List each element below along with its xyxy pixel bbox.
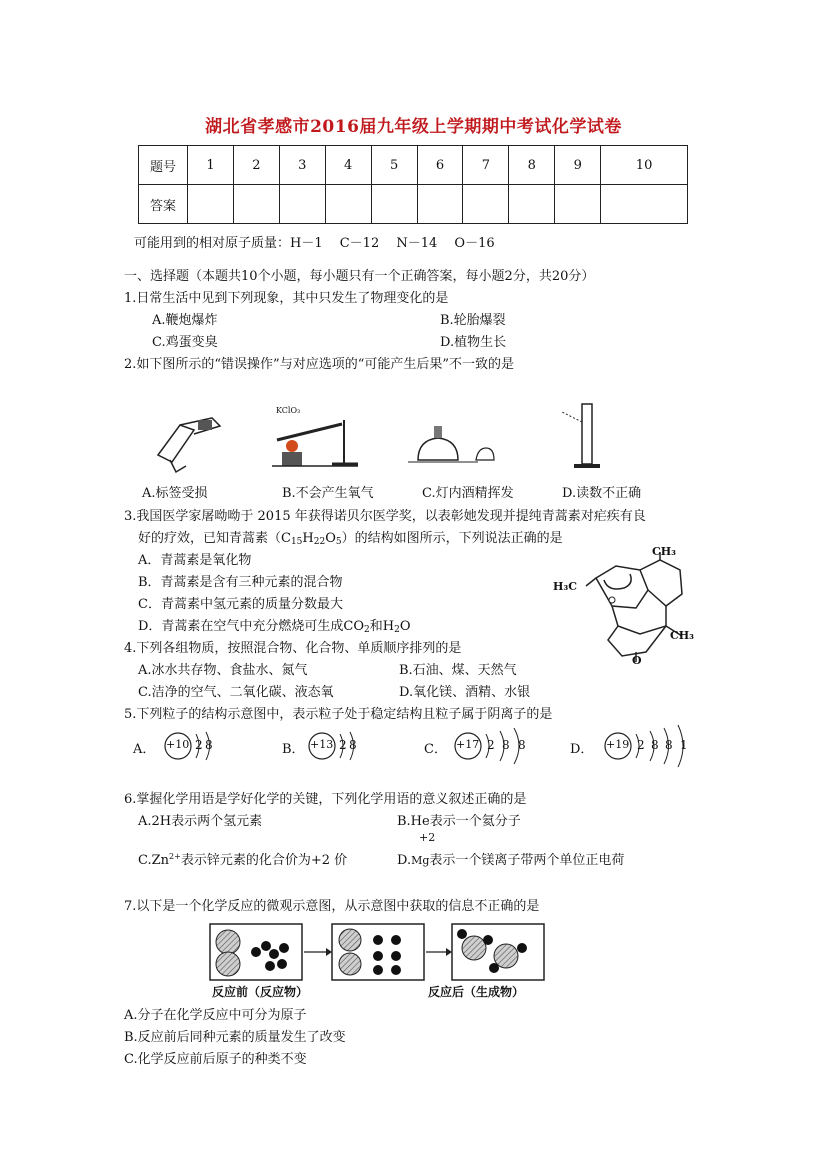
q5-stem: 5.下列粒子的结构示意图中，表示粒子处于稳定结构且粒子属于阴离子的是 xyxy=(124,707,553,722)
answer-cell[interactable] xyxy=(555,185,601,224)
atom-d-electron: 8 xyxy=(665,738,673,752)
q6-option-a: A.2H表示两个氢元素 xyxy=(138,814,263,829)
q1-stem: 1.日常生活中见到下列现象，其中只发生了物理变化的是 xyxy=(124,291,449,306)
q3-option-d xyxy=(138,615,411,635)
q6-c-text: C.Zn xyxy=(138,853,170,868)
h3c-label: H₃C xyxy=(553,580,577,593)
q1-option-b: B.轮胎爆裂 xyxy=(440,313,506,328)
q3-text: ）的结构如图所示，下列说法正确的是 xyxy=(341,531,563,546)
table-cell: 6 xyxy=(417,146,463,185)
answer-cell[interactable] xyxy=(371,185,417,224)
q2-option-c: C.灯内酒精挥发 xyxy=(422,486,514,501)
atom-d-electron: 2 xyxy=(637,738,645,752)
ch3-top-label: CH₃ xyxy=(652,545,676,558)
section-heading: 一、选择题（本题共10个小题，每小题只有一个正确答案，每小题2分，共20分） xyxy=(124,269,595,284)
q6-stem: 6.掌握化学用语是学好化学的关键，下列化学用语的意义叙述正确的是 xyxy=(124,792,527,807)
q7-option-a: A.分子在化学反应中可分为原子 xyxy=(124,1008,307,1023)
q2-image-pouring xyxy=(150,410,230,475)
q2-image-heating xyxy=(272,412,362,472)
answer-cell[interactable] xyxy=(463,185,509,224)
q2-stem: 2.如下图所示的“错误操作”与对应选项的“可能产生后果”不一致的是 xyxy=(124,357,514,372)
q3-option-b: B．青蒿素是含有三种元素的混合物 xyxy=(138,575,343,590)
q2-kclo3-label: KClO₃ xyxy=(276,406,301,415)
atom-c-nucleus: +17 xyxy=(456,738,480,751)
q3-stem-line2 xyxy=(138,527,563,547)
atom-c-electron: 8 xyxy=(502,738,510,752)
q7-stem: 7.以下是一个化学反应的微观示意图，从示意图中获取的信息不正确的是 xyxy=(124,899,540,914)
atom-d-nucleus: +19 xyxy=(606,738,630,751)
q2-image-lamp xyxy=(408,420,498,470)
reaction-micro-diagram xyxy=(208,920,548,986)
atom-b-nucleus: +13 xyxy=(310,738,334,751)
q3-sub: 15 xyxy=(290,537,303,547)
q6-d-mg: Mg xyxy=(411,854,430,867)
table-cell: 7 xyxy=(463,146,509,185)
q2-image-cylinder xyxy=(560,402,610,472)
q1-option-d: D.植物生长 xyxy=(440,335,507,350)
q4-option-a: A.冰水共存物、食盐水、氮气 xyxy=(138,663,308,678)
q3-d-sub: 2 xyxy=(394,625,400,635)
q6-option-c xyxy=(138,849,347,868)
table-header-number: 题号 xyxy=(139,146,188,185)
atom-c-electron: 8 xyxy=(518,738,526,752)
q5-label-d: D． xyxy=(570,742,594,757)
table-cell: 5 xyxy=(371,146,417,185)
atom-a-electron: 2 xyxy=(195,738,203,752)
q2-option-d: D.读数不正确 xyxy=(562,486,642,501)
q5-label-a: A． xyxy=(133,742,156,757)
q4-stem: 4.下列各组物质，按照混合物、化合物、单质顺序排列的是 xyxy=(124,641,462,656)
q4-option-c: C.洁净的空气、二氧化碳、液态氧 xyxy=(138,685,334,700)
q1-option-c: C.鸡蛋变臭 xyxy=(152,335,218,350)
q3-sub: 5 xyxy=(335,537,342,547)
q5-label-b: B． xyxy=(282,742,305,757)
table-cell: 8 xyxy=(509,146,555,185)
q3-d-text: O xyxy=(399,619,411,634)
atom-c-electron: 2 xyxy=(487,738,495,752)
q6-d-label: D. xyxy=(397,853,412,868)
o-bottom-label: O xyxy=(632,654,642,667)
table-row xyxy=(139,185,688,224)
q2-option-b: B.不会产生氧气 xyxy=(282,486,374,501)
answer-cell[interactable] xyxy=(509,185,555,224)
q5-label-c: C． xyxy=(424,742,447,757)
q3-d-text: D．青蒿素在空气中充分燃烧可生成CO xyxy=(138,619,365,634)
answer-cell[interactable] xyxy=(188,185,234,224)
page-title: 湖北省孝感市2016届九年级上学期期中考试化学试卷 xyxy=(205,117,622,137)
q3-option-a: A．青蒿素是氧化物 xyxy=(138,553,252,568)
answer-cell[interactable] xyxy=(601,185,688,224)
q6-option-b: B.He表示一个氦分子 xyxy=(397,814,521,829)
q3-d-sub: 2 xyxy=(364,625,370,635)
reaction-before-caption: 反应前（反应物） xyxy=(212,985,309,999)
q3-text: H xyxy=(302,531,314,546)
q4-option-d: D.氧化镁、酒精、水银 xyxy=(399,685,531,700)
ch3-right-label: CH₃ xyxy=(670,629,694,642)
q6-d-text: 表示一个镁离子带两个单位正电荷 xyxy=(429,853,625,868)
answer-cell[interactable] xyxy=(279,185,325,224)
atom-a-electron: 8 xyxy=(205,738,213,752)
table-header-answer: 答案 xyxy=(139,185,188,224)
reaction-after-caption: 反应后（生成物） xyxy=(428,985,525,999)
q7-option-c: C.化学反应前后原子的种类不变 xyxy=(124,1052,307,1067)
q3-text: 好的疗效，已知青蒿素（C xyxy=(138,531,291,546)
q3-sub: 22 xyxy=(313,537,326,547)
q3-text: O xyxy=(325,531,336,546)
table-cell: 2 xyxy=(233,146,279,185)
q6-d-valence: +2 xyxy=(419,831,436,844)
q3-stem-line1: 3.我国医学家屠呦呦于 2015 年获得诺贝尔医学奖，以表彰她发现并提纯青蒿素对疟疾有良 xyxy=(124,509,646,524)
table-cell: 4 xyxy=(325,146,371,185)
atom-d-electron: 8 xyxy=(651,738,659,752)
answer-cell[interactable] xyxy=(325,185,371,224)
q3-d-text: 和H xyxy=(369,619,395,634)
table-cell: 1 xyxy=(188,146,234,185)
table-cell: 9 xyxy=(555,146,601,185)
atom-b-electron: 2 xyxy=(339,738,347,752)
q6-option-d xyxy=(397,849,624,868)
atom-d-electron: 1 xyxy=(680,738,688,752)
q2-option-a: A.标签受损 xyxy=(142,486,208,501)
q6-c-text: 表示锌元素的化合价为+2 价 xyxy=(180,853,348,868)
answer-table xyxy=(138,145,688,224)
answer-cell[interactable] xyxy=(233,185,279,224)
atom-a-nucleus: +10 xyxy=(166,738,190,751)
atomic-mass-note: 可能用到的相对原子质量：H－1 C－12 N－14 O－16 xyxy=(134,236,495,251)
table-row xyxy=(139,146,688,185)
q4-option-b: B.石油、煤、天然气 xyxy=(399,663,517,678)
table-cell: 3 xyxy=(279,146,325,185)
atom-b-electron: 8 xyxy=(349,738,357,752)
q1-option-a: A.鞭炮爆炸 xyxy=(152,313,218,328)
table-cell: 10 xyxy=(601,146,688,185)
answer-cell[interactable] xyxy=(417,185,463,224)
q3-option-c: C．青蒿素中氢元素的质量分数最大 xyxy=(138,597,343,612)
artemisinin-structure-diagram xyxy=(548,540,708,670)
q7-option-b: B.反应前后同种元素的质量发生了改变 xyxy=(124,1030,346,1045)
q6-c-sup: 2+ xyxy=(169,852,181,861)
